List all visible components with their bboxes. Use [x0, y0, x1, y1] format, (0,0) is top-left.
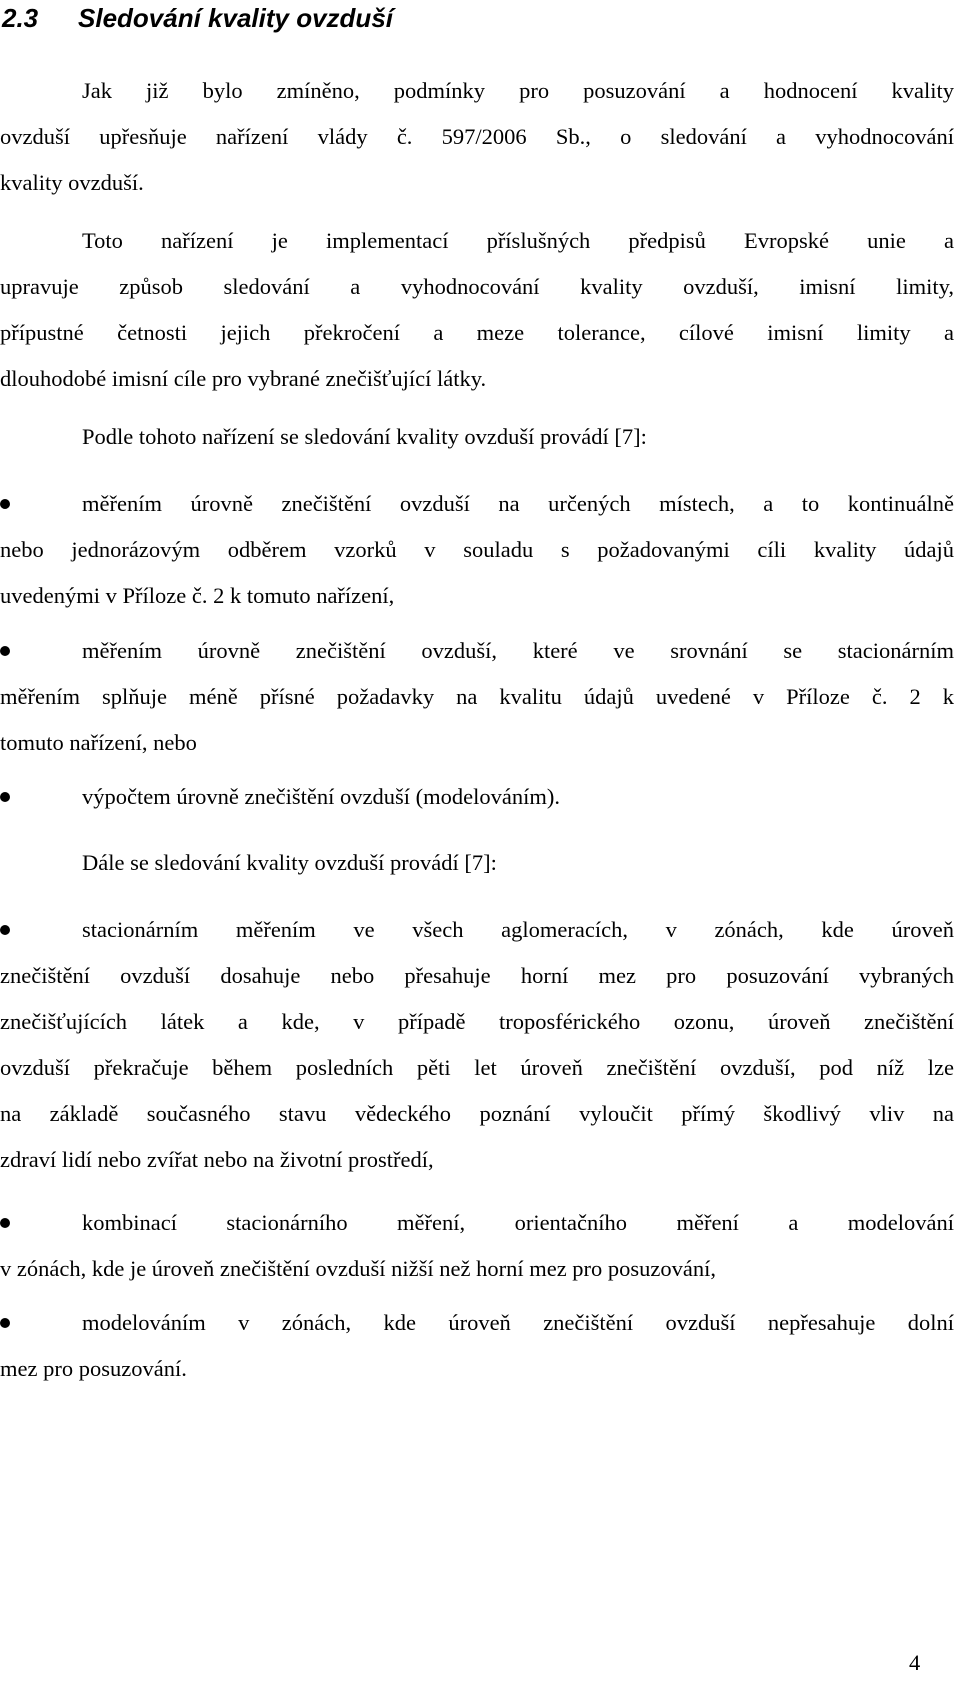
paragraph-monitoring-intro — [0, 414, 954, 460]
text-line: znečišťujících látek a kde, v případě troposférického ozonu, úroveň znečištění — [0, 1009, 954, 1034]
list-item — [0, 628, 954, 766]
text-line: v zónách, kde je úroveň znečištění ovzduší nižší než horní mez pro posuzování, — [0, 1256, 717, 1281]
text-line: na základě současného stavu vědeckého poznání vyloučit přímý škodlivý vliv na — [0, 1101, 954, 1126]
page-number: 4 — [909, 1650, 921, 1675]
bullet-icon — [0, 792, 10, 802]
text-line: měřením úrovně znečištění ovzduší na určených místech, a to kontinuálně — [82, 491, 954, 516]
text-line: Podle tohoto nařízení se sledování kvality ovzduší provádí [7]: — [82, 424, 647, 449]
bullet-icon — [0, 1318, 10, 1328]
paragraph-intro — [0, 68, 954, 206]
text-line: dlouhodobé imisní cíle pro vybrané znečišťující látky. — [0, 366, 487, 391]
text-line: nebo jednorázovým odběrem vzorků v souladu s požadovanými cíli kvality údajů — [0, 537, 954, 562]
bullet-icon — [0, 646, 10, 656]
list-item — [0, 1200, 954, 1292]
text-line: ovzduší překračuje během posledních pěti let úroveň znečištění ovzduší, pod níž lze — [0, 1055, 954, 1080]
paragraph-implementation — [0, 218, 954, 402]
text-line: Dále se sledování kvality ovzduší provádí [7]: — [82, 850, 497, 875]
list-item — [0, 1300, 954, 1392]
text-line: modelováním v zónách, kde úroveň znečištění ovzduší nepřesahuje dolní — [82, 1310, 954, 1335]
text-line: ovzduší upřesňuje nařízení vlády č. 597/2006 Sb., o sledování a vyhodnocování — [0, 124, 954, 149]
text-line: znečištění ovzduší dosahuje nebo přesahuje horní mez pro posuzování vybraných — [0, 963, 954, 988]
section-number: 2.3 — [2, 3, 39, 33]
list-item — [0, 481, 954, 619]
text-line: stacionárním měřením ve všech aglomeracích, v zónách, kde úroveň — [82, 917, 954, 942]
paragraph-further-intro — [0, 840, 954, 886]
text-line: kvality ovzduší. — [0, 170, 144, 195]
text-line: přípustné četnosti jejich překročení a meze tolerance, cílové imisní limity a — [0, 320, 954, 345]
list-item — [0, 907, 954, 1183]
bullet-icon — [0, 499, 10, 509]
text-line: Toto nařízení je implementací příslušných předpisů Evropské unie a — [82, 228, 954, 253]
text-line: tomuto nařízení, nebo — [0, 730, 197, 755]
text-line: kombinací stacionárního měření, orientačního měření a modelování — [82, 1210, 954, 1235]
text-line: zdraví lidí nebo zvířat nebo na životní prostředí, — [0, 1147, 434, 1172]
text-line: Jak již bylo zmíněno, podmínky pro posuzování a hodnocení kvality — [82, 78, 954, 103]
text-line: měřením splňuje méně přísné požadavky na kvalitu údajů uvedené v Příloze č. 2 k — [0, 684, 954, 709]
bullet-icon — [0, 1218, 10, 1228]
text-line: upravuje způsob sledování a vyhodnocování kvality ovzduší, imisní limity, — [0, 274, 954, 299]
bullet-icon — [0, 925, 10, 935]
section-title: Sledování kvality ovzduší — [78, 3, 393, 33]
text-line: uvedenými v Příloze č. 2 k tomuto nařízení, — [0, 583, 395, 608]
section-heading — [0, 0, 960, 36]
text-line: výpočtem úrovně znečištění ovzduší (modelováním). — [82, 784, 560, 809]
text-line: mez pro posuzování. — [0, 1356, 187, 1381]
list-item — [0, 774, 954, 820]
text-line: měřením úrovně znečištění ovzduší, které ve srovnání se stacionárním — [82, 638, 954, 663]
